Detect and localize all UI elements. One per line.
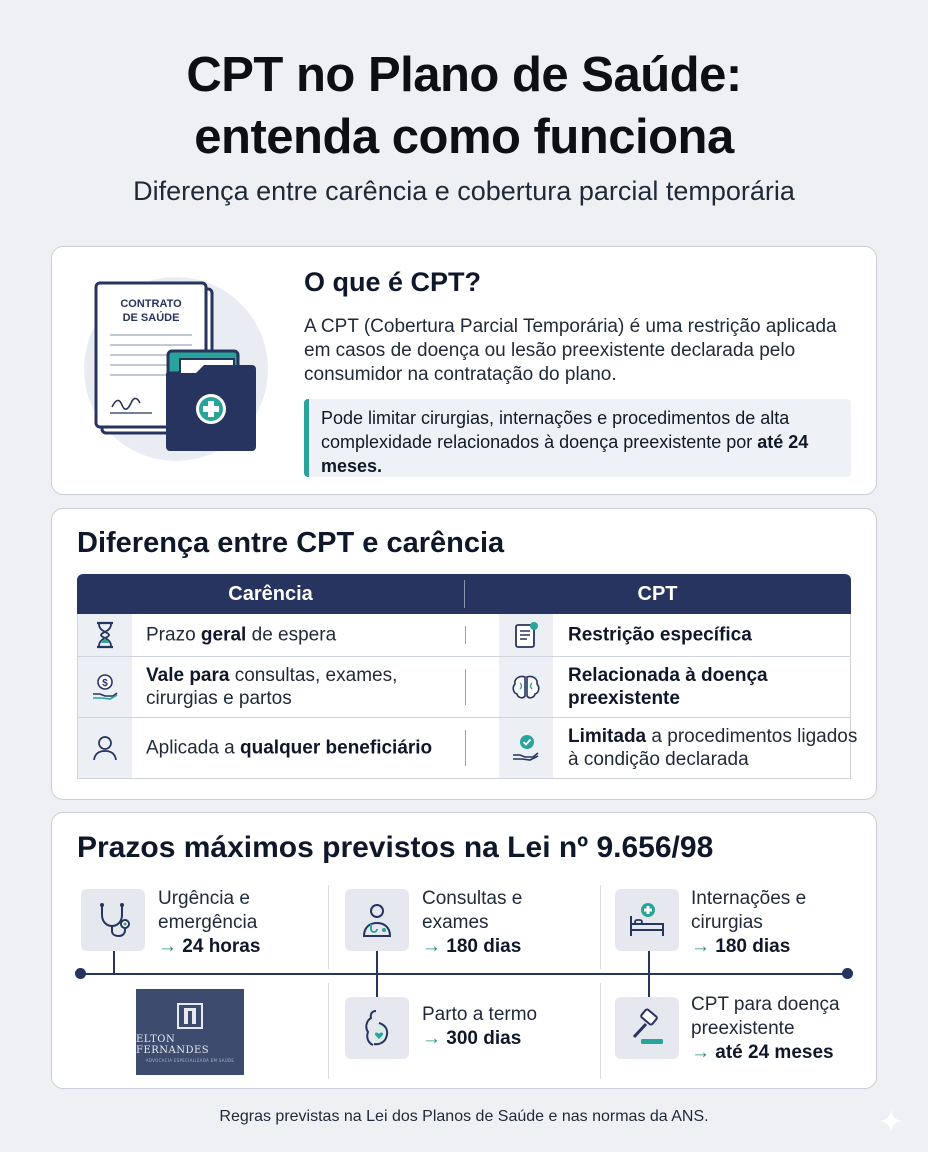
logo-tagline: ADVOCACIA ESPECIALIZADA EM SAÚDE <box>145 1057 235 1063</box>
deadline-item <box>422 887 592 959</box>
logo-mark-icon <box>176 1002 204 1030</box>
sparkle-icon <box>878 1108 904 1134</box>
deadline-value: até 24 meses <box>715 1042 834 1063</box>
timeline-line <box>79 973 849 975</box>
hand-check-icon <box>499 718 553 778</box>
arrow-icon: → <box>691 1042 710 1063</box>
person-icon <box>78 718 132 778</box>
deadline-value: 180 dias <box>715 936 791 957</box>
deadline-label: Consultas e exames <box>422 888 523 933</box>
row3-right-text: Limitada a procedimentos ligados à condição declarada <box>568 726 858 770</box>
deadline-item <box>158 887 318 959</box>
deadline-label: Parto a termo <box>422 1004 538 1025</box>
page-title-line1: CPT no Plano de Saúde: <box>186 48 742 102</box>
logo-name: ELTON FERNANDES <box>136 1033 210 1056</box>
contract-label-line1: CONTRATO <box>120 298 182 310</box>
deadlines-heading: Prazos máximos previstos na Lei nº 9.656/98 <box>77 831 714 864</box>
hospital-bed-icon <box>615 889 679 951</box>
svg-text:$: $ <box>102 678 108 689</box>
table-header <box>77 574 851 614</box>
comparison-heading: Diferença entre CPT e carência <box>77 527 505 559</box>
brain-icon <box>499 657 553 717</box>
column-header-carencia: Carência <box>228 583 313 605</box>
timeline-end-dot <box>842 968 853 979</box>
what-is-cpt-paragraph: A CPT (Cobertura Parcial Temporária) é uma restrição aplicada em casos de doença ou lesão preexistente declarada pelo consumidor na contratação do plano. <box>304 316 837 385</box>
document-clause-icon <box>499 614 553 656</box>
stethoscope-icon <box>81 889 145 951</box>
cpt-limit-note <box>304 399 851 477</box>
contract-label-line2: DE SAÚDE <box>122 312 180 324</box>
deadline-label: CPT para doença preexistente <box>691 994 840 1039</box>
hourglass-icon <box>78 614 132 656</box>
page-title-line2: entenda como funciona <box>194 110 734 164</box>
row1-left-text: Prazo geral de espera <box>146 624 337 646</box>
page-subtitle: Diferença entre carência e cobertura parcial temporária <box>133 176 795 206</box>
cpt-limit-note-bold: até 24 meses. <box>321 432 809 476</box>
pregnancy-icon <box>345 997 409 1059</box>
timeline-start-dot <box>75 968 86 979</box>
column-header-cpt: CPT <box>637 583 678 605</box>
what-is-cpt-card <box>51 246 877 495</box>
deadlines-card <box>51 812 877 1089</box>
gavel-icon <box>615 997 679 1059</box>
table-row <box>77 657 851 718</box>
deadline-label: Urgência e emergência <box>158 888 258 933</box>
hand-coin-icon <box>78 657 132 717</box>
table-row <box>77 718 858 779</box>
elton-fernandes-logo <box>136 989 244 1075</box>
row2-left-text: Vale para consultas, exames, cirurgias e partos <box>146 665 398 709</box>
what-is-cpt-heading: O que é CPT? <box>304 267 482 297</box>
doctor-icon <box>345 889 409 951</box>
row2-right-text: Relacionada à doença preexistente <box>568 665 768 709</box>
deadline-value: 300 dias <box>446 1028 522 1049</box>
deadline-label: Internações e cirurgias <box>691 888 807 933</box>
footer-note: Regras previstas na Lei dos Planos de Saúde e nas normas da ANS. <box>219 1108 709 1125</box>
cpt-limit-note-text: Pode limitar cirurgias, internações e procedimentos de alta complexidade relacionados à doença preexistente por <box>321 408 790 452</box>
comparison-table <box>77 574 858 779</box>
arrow-icon: → <box>158 936 177 957</box>
arrow-icon: → <box>422 936 441 957</box>
health-contract-folder-icon <box>82 277 282 467</box>
deadline-value: 24 horas <box>182 936 261 957</box>
comparison-card <box>51 508 877 800</box>
row1-right-text: Restrição específica <box>568 624 752 646</box>
arrow-icon: → <box>691 936 710 957</box>
deadline-value: 180 dias <box>446 936 522 957</box>
arrow-icon: → <box>422 1028 441 1049</box>
row3-left-text: Aplicada a qualquer beneficiário <box>146 737 433 759</box>
table-row <box>77 614 851 657</box>
deadline-item <box>691 887 866 959</box>
deadline-item <box>422 1003 592 1051</box>
deadline-item <box>691 993 871 1065</box>
